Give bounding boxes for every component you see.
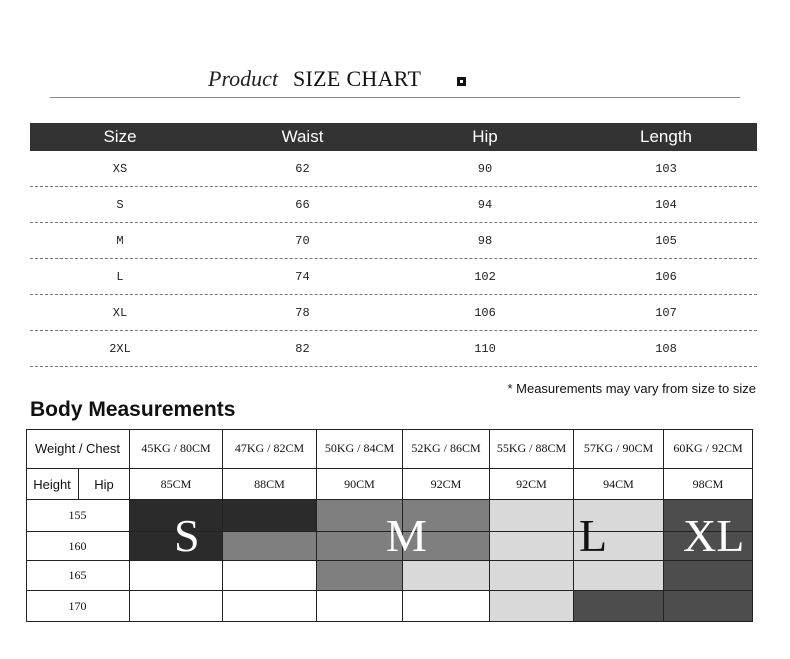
cell-size: L <box>116 269 124 284</box>
hip-cell: 98CM <box>664 469 753 500</box>
cell-waist: 82 <box>295 341 310 356</box>
hip-label: Hip <box>79 469 130 500</box>
cell-hip: 110 <box>474 341 496 356</box>
cell-size: XS <box>112 161 128 176</box>
cell-length: 106 <box>655 269 677 284</box>
table-row <box>30 187 757 223</box>
size-cell <box>317 561 403 591</box>
cell-length: 107 <box>655 305 677 320</box>
size-cell <box>403 591 490 622</box>
size-cell <box>223 532 317 561</box>
header-hip: Hip <box>472 127 498 146</box>
size-cell <box>664 591 753 622</box>
weight-chest-cell: 52KG / 86CM <box>403 429 490 469</box>
cell-hip: 98 <box>477 233 493 248</box>
hip-cell: 94CM <box>574 469 664 500</box>
weight-chest-cell: 55KG / 88CM <box>490 429 574 469</box>
size-cell <box>490 561 574 591</box>
title-divider <box>50 97 740 98</box>
size-label-s: S <box>174 510 200 561</box>
size-label-l: L <box>579 510 608 561</box>
table-row <box>30 295 757 331</box>
size-cell <box>490 500 574 532</box>
weight-chest-label: Weight / Chest <box>26 429 130 469</box>
cell-waist: 74 <box>295 269 310 284</box>
height-label: Height <box>26 469 79 500</box>
size-cell <box>223 591 317 622</box>
size-cell <box>490 591 574 622</box>
weight-chest-cell: 47KG / 82CM <box>223 429 317 469</box>
height-cell: 170 <box>26 591 130 622</box>
hip-cell: 92CM <box>403 469 490 500</box>
cell-waist: 70 <box>295 233 310 248</box>
size-cell <box>574 561 664 591</box>
cell-waist: 78 <box>295 305 310 320</box>
header-waist: Waist <box>281 127 324 146</box>
size-cell <box>403 561 490 591</box>
size-cell <box>317 591 403 622</box>
size-label-m: M <box>386 510 427 561</box>
cell-length: 105 <box>655 233 677 248</box>
weight-chest-cell: 45KG / 80CM <box>130 429 223 469</box>
weight-chest-cell: 50KG / 84CM <box>317 429 403 469</box>
size-cell <box>223 561 317 591</box>
size-cell <box>490 532 574 561</box>
size-cell <box>223 500 317 532</box>
cell-waist: 62 <box>295 161 310 176</box>
measurement-note: * Measurements may vary from size to size <box>507 381 756 396</box>
body-measurements-grid <box>26 429 753 622</box>
title-size-chart: SIZE CHART <box>293 66 422 91</box>
size-cell <box>664 561 753 591</box>
cell-waist: 66 <box>295 197 310 212</box>
table-row <box>30 259 757 295</box>
hip-cell: 88CM <box>223 469 317 500</box>
table-row <box>30 223 757 259</box>
size-chart-title <box>0 64 790 96</box>
body-measurements-title: Body Measurements <box>30 398 236 421</box>
header-size: Size <box>103 127 137 146</box>
cell-length: 103 <box>655 161 677 176</box>
size-cell <box>574 591 664 622</box>
cell-size: 2XL <box>109 341 131 356</box>
size-chart-table <box>30 123 757 367</box>
weight-chest-cell: 57KG / 90CM <box>574 429 664 469</box>
weight-chest-cell: 60KG / 92CM <box>664 429 753 469</box>
cell-hip: 94 <box>477 197 493 212</box>
cell-size: S <box>116 197 124 212</box>
cell-length: 104 <box>655 197 677 212</box>
table-row <box>30 331 757 367</box>
cell-hip: 106 <box>474 305 496 320</box>
size-cell <box>130 561 223 591</box>
cell-hip: 102 <box>474 269 496 284</box>
cell-length: 108 <box>655 341 677 356</box>
cell-hip: 90 <box>477 161 493 176</box>
size-label-xl: XL <box>683 510 745 561</box>
header-length: Length <box>640 127 692 146</box>
size-chart-header <box>30 123 757 151</box>
square-bullet-icon <box>457 77 466 86</box>
height-cell: 155 <box>26 500 130 532</box>
height-cell: 160 <box>26 532 130 561</box>
size-cell <box>130 591 223 622</box>
title-product: Product <box>208 66 279 91</box>
hip-cell: 92CM <box>490 469 574 500</box>
hip-cell: 90CM <box>317 469 403 500</box>
height-cell: 165 <box>26 561 130 591</box>
table-row <box>30 151 757 187</box>
hip-cell: 85CM <box>130 469 223 500</box>
cell-size: XL <box>112 305 128 320</box>
cell-size: M <box>116 233 124 248</box>
